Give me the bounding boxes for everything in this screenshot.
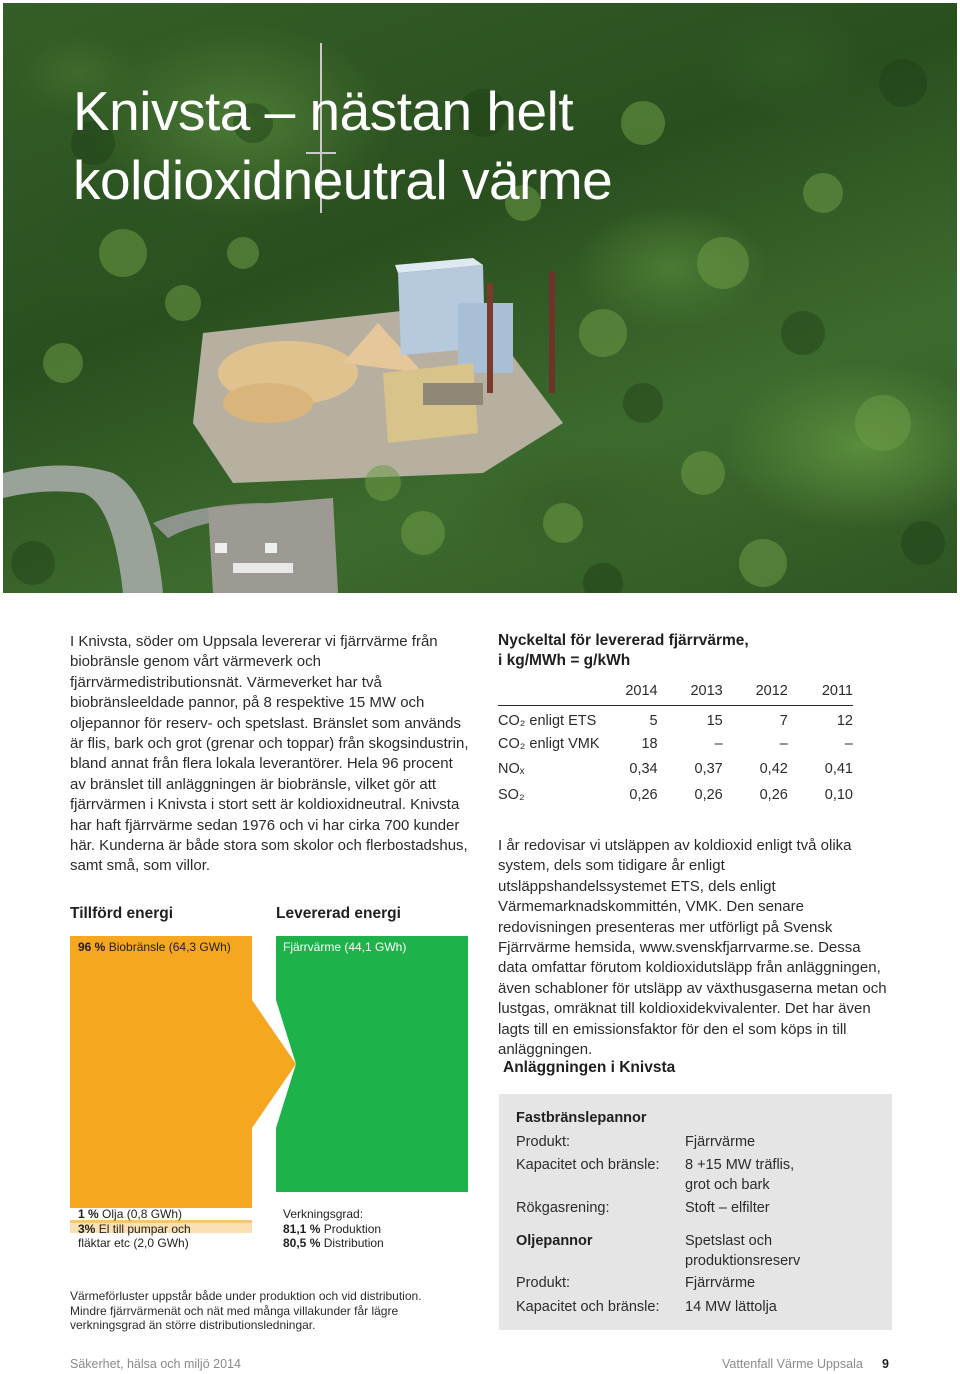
capacity-label: Kapacitet och bränsle:	[516, 1157, 660, 1173]
flue-gas-label: Rökgasrening:	[516, 1200, 610, 1216]
title-line-1: Knivsta – nästan helt	[73, 80, 574, 142]
oil-capacity-label: Kapacitet och bränsle:	[516, 1299, 660, 1315]
distribution-percent: 80,5 %	[283, 1236, 321, 1250]
oil-capacity-value: 14 MW lättolja	[685, 1299, 777, 1315]
row-label: CO₂ enligt ETS	[498, 712, 597, 729]
cell-value: 18	[641, 735, 658, 752]
cell-value: 5	[649, 712, 658, 729]
report-paragraph: I år redovisar vi utsläppen av koldioxid enligt två olika system, dels som tidigare år enligt utsläppshandelssystemet ETS, dels enligt Värmemarknadskommittén, VMK. Den senare redovisningen presenteras mer utförligt på Svensk Fjärrvärme hemsida, www.svenskfjarrvarme.se. Dessa data omfattar förutom koldioxidutsläpp från anläggningen, även schabloner för utsläpp av växthusgaserna metan och lustgas, omräknat till koldioxidekvivalenter. Det har även lagts till en emissionsfaktor för den el som köps in till anläggningen.	[498, 837, 887, 1059]
cell-value: 0,10	[824, 786, 853, 803]
supplied-energy-heading: Tillförd energi	[70, 905, 174, 922]
heat-loss-note: Värmeförluster uppstår både under produktion och vid distribution. Mindre fjärrvärmenät och nät med många villakunder får lägre verkningsgrad än större distributionsledningar.	[70, 1289, 422, 1333]
cell-value: 0,42	[759, 761, 788, 778]
efficiency-labels	[283, 1207, 463, 1251]
capacity-value-line-1: 8 +15 MW träflis,	[685, 1157, 795, 1173]
el-text-2: fläktar etc (2,0 GWh)	[78, 1236, 189, 1250]
cell-value: 0,41	[824, 761, 853, 778]
cell-value: –	[779, 735, 788, 752]
oil-boiler-value-line-1: Spetslast och	[685, 1233, 773, 1249]
cell-value: –	[844, 735, 853, 752]
production-percent: 81,1 %	[283, 1221, 321, 1236]
key-figures-title-line-2: i kg/MWh = g/kWh	[498, 652, 631, 669]
oil-label	[78, 1207, 248, 1222]
header-year: 2013	[658, 683, 723, 706]
biofuel-text: Biobränsle (64,3 GWh)	[108, 940, 231, 954]
facility-info-box	[499, 1094, 892, 1330]
cell-value: 15	[706, 712, 723, 729]
efficiency-title: Verkningsgrad:	[283, 1207, 364, 1221]
cell-value: 0,26	[759, 786, 788, 803]
product-value: Fjärrvärme	[685, 1134, 756, 1150]
district-heating-label: Fjärrvärme (44,1 GWh)	[283, 940, 407, 954]
biofuel-block	[70, 936, 296, 1208]
capacity-value	[685, 1155, 885, 1195]
oil-product-label: Produkt:	[516, 1275, 570, 1291]
row-label: CO₂ enligt VMK	[498, 735, 600, 752]
product-label: Produkt:	[516, 1134, 570, 1150]
cell-value: 0,37	[694, 761, 723, 778]
el-text-1: El till pumpar och	[98, 1221, 191, 1236]
title-line-2: koldioxidneutral värme	[73, 149, 613, 211]
oil-boiler-value	[685, 1231, 885, 1271]
cell-value: 7	[779, 712, 788, 729]
biofuel-percent: 96 %	[78, 940, 106, 954]
biofuel-label	[78, 940, 231, 954]
header-year: 2014	[616, 683, 658, 706]
row-label: NOₓ	[498, 761, 525, 778]
header-year: 2012	[723, 683, 788, 706]
cell-value: –	[714, 735, 723, 752]
cell-value: 12	[836, 712, 853, 729]
oil-el-labels	[78, 1207, 248, 1251]
row-label: SO₂	[498, 786, 525, 803]
el-label	[78, 1222, 248, 1237]
solid-fuel-heading: Fastbränslepannor	[516, 1110, 647, 1126]
cell-value: 0,26	[629, 786, 658, 803]
cell-value: 0,34	[629, 761, 658, 778]
capacity-value-line-2: grot och bark	[685, 1177, 770, 1193]
oil-percent: 1 %	[78, 1207, 99, 1221]
production-text: Produktion	[323, 1221, 382, 1236]
intro-paragraph: I Knivsta, söder om Uppsala levererar vi fjärrvärme från biobränsle genom vårt värmeverk och fjärrvärmedistributionsnät. Värmeverket har två biobränsleeldade pannor, på 8 respektive 15 MW och oljepannor för reserv- och spetslast. Bränslet som används är flis, bark och grot (grenar och toppar) från skogsindustrin, bland annat från flera lokala leverantörer. Hela 96 procent av bränslet till anläggningen är biobränsle, vilket gör att fjärrvärmen i Knivsta i stort sett är koldioxidneutral. Knivsta har haft fjärrvärme sedan 1976 och vi har cirka 700 kunder här. Kunderna är både stora som skolor och flerbostadshus, samt små, som villor.	[70, 633, 469, 875]
distribution-efficiency	[283, 1236, 463, 1251]
el-percent: 3%	[78, 1221, 96, 1236]
district-heating-block	[276, 936, 468, 1192]
oil-boiler-value-line-2: produktionsreserv	[685, 1253, 801, 1269]
delivered-energy-heading: Levererad energi	[276, 905, 401, 922]
key-figures-title-line-1: Nyckeltal för levererad fjärrvärme,	[498, 632, 749, 649]
facility-heading: Anläggningen i Knivsta	[503, 1059, 676, 1076]
oil-text: Olja (0,8 GWh)	[102, 1207, 183, 1221]
cell-value: 0,26	[694, 786, 723, 803]
oil-boiler-heading: Oljepannor	[516, 1233, 593, 1249]
production-efficiency	[283, 1222, 463, 1237]
oil-product-value: Fjärrvärme	[685, 1275, 756, 1291]
header-year: 2011	[788, 683, 853, 706]
page-number: 9	[882, 1357, 889, 1371]
distribution-text: Distribution	[323, 1236, 384, 1250]
flue-gas-value: Stoft – elfilter	[685, 1200, 770, 1216]
footer-publication: Säkerhet, hälsa och miljö 2014	[70, 1357, 241, 1371]
footer-company: Vattenfall Värme Uppsala	[722, 1357, 863, 1371]
